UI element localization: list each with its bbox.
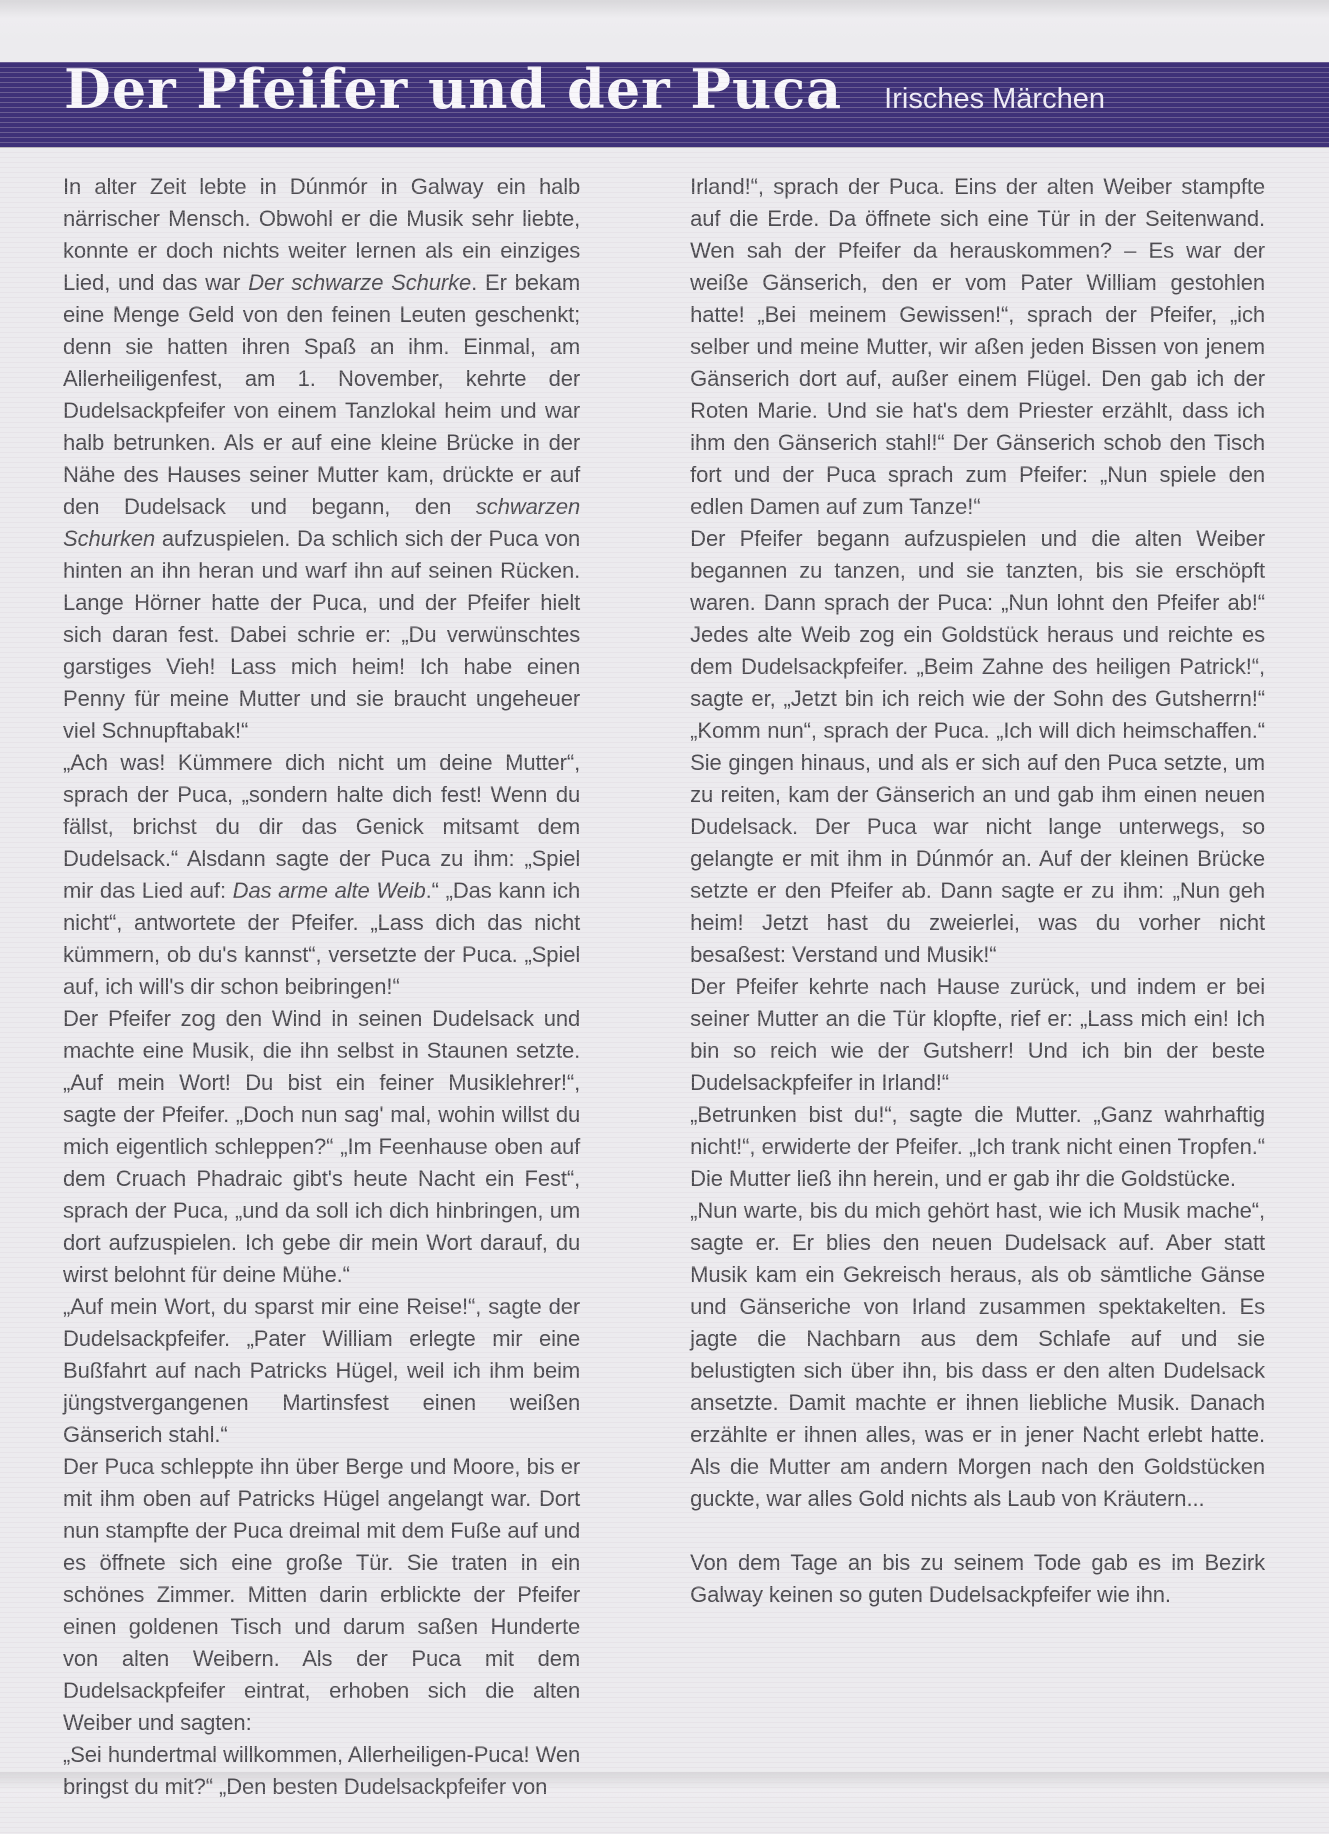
paragraph xyxy=(690,1547,1265,1611)
text-run: In alter Zeit lebte in Dúnmór in Galway ein halb närrischer Mensch. Obwohl er die Musik sehr liebte, konnte er doch nichts weiter lernen als ein einziges Lied, und das war xyxy=(63,174,581,295)
paragraph xyxy=(690,971,1265,1099)
paragraph xyxy=(690,1099,1265,1195)
paragraph xyxy=(63,171,580,747)
paragraph xyxy=(63,1291,580,1451)
page-title: Der Pfeifer und der Puca xyxy=(64,57,843,121)
text-run: „Sei hundertmal willkommen, Allerheiligen-Puca! Wen bringst du mit?“ „Den besten Dudelsackpfeifer von xyxy=(63,1742,581,1799)
paragraph xyxy=(63,1739,580,1803)
text-run: Irland!“, sprach der Puca. Eins der alten Weiber stampfte auf die Erde. Da öffnete sich eine Tür in der Seitenwand. Wen sah der Pfeifer da herauskommen? – Es war der weiße Gänserich, den er vom Pater William gestohlen hatte! „Bei meinem Gewissen!“, sprach der Pfeifer, „ich selber und meine Mutter, wir aßen jeden Bissen von jenem Gänserich dort auf, außer einem Flügel. Den gab ich der Roten Marie. Und sie hat's dem Priester erzählt, dass ich ihm den Gänserich stahl!“ Der Gänserich schob den Tisch fort und der Puca sprach zum Pfeifer: „Nun spiele den edlen Damen auf zum Tanze!“ xyxy=(690,174,1265,519)
text-run: Der Pfeifer kehrte nach Hause zurück, und indem er bei seiner Mutter an die Tür klopfte, rief er: „Lass mich ein! Ich bin so reich wie der Gutsherr! Und ich bin der beste Dudelsackpfeifer in Irland!“ xyxy=(690,974,1265,1095)
italic-text-run: Das arme alte Weib xyxy=(232,878,426,903)
paragraph xyxy=(690,171,1265,523)
scanned-page xyxy=(0,57,1329,1834)
text-run: Der Puca schleppte ihn über Berge und Moore, bis er mit ihm oben auf Patricks Hügel angelangt war. Dort nun stampfte der Puca dreimal mit dem Fuße auf und es öffnete sich eine große Tür. Sie traten in ein schönes Zimmer. Mitten darin erblickte der Pfeifer einen goldenen Tisch und darum saßen Hunderte von alten Weibern. Als der Puca mit dem Dudelsackpfeifer eintrat, erhoben sich die alten Weiber und sagten: xyxy=(63,1454,581,1735)
text-run: aufzuspielen. Da schlich sich der Puca von hinten an ihn heran und warf ihn auf seinen Rücken. Lange Hörner hatte der Puca, und der Pfeifer hielt sich daran fest. Dabei schrie er: „Du verwünschtes garstiges Vieh! Lass mich heim! Ich habe einen Penny für meine Mutter und sie braucht ungeheuer viel Schnupftabak!“ xyxy=(63,526,581,743)
column-left xyxy=(63,171,580,1803)
text-run: . Er bekam eine Menge Geld von den feinen Leuten geschenkt; denn sie hatten ihren Spaß an ihm. Einmal, am Allerheiligenfest, am 1. November, kehrte der Dudelsackpfeifer von einem Tanzlokal heim und war halb betrunken. Als er auf eine kleine Brücke in der Nähe des Hauses seiner Mutter kam, drückte er auf den Dudelsack und begann, den xyxy=(63,270,581,519)
text-run: Der Pfeifer begann aufzuspielen und die alten Weiber begannen zu tanzen, und sie tanzten, bis sie erschöpft waren. Dann sprach der Puca: „Nun lohnt den Pfeifer ab!“ Jedes alte Weib zog ein Goldstück heraus und reichte es dem Dudelsackpfeifer. „Beim Zahne des heiligen Patrick!“, sagte er, „Jetzt bin ich reich wie der Sohn des Gutsherrn!“ „Komm nun“, sprach der Puca. „Ich will dich heimschaffen.“ Sie gingen hinaus, und als er sich auf den Puca setzte, um zu reiten, kam der Gänserich an und gab ihm einen neuen Dudelsack. Der Puca war nicht lange unterwegs, so gelangte er mit ihm in Dúnmór an. Auf der kleinen Brücke setzte er den Pfeifer ab. Dann sagte er zu ihm: „Nun geh heim! Jetzt hast du zweierlei, was du vorher nicht besaßest: Verstand und Musik!“ xyxy=(690,526,1265,967)
italic-text-run: Der schwarze Schurke xyxy=(248,270,472,295)
column-right xyxy=(690,171,1265,1803)
page-subtitle: Irisches Märchen xyxy=(884,83,1105,115)
paragraph xyxy=(690,1195,1265,1515)
paragraph xyxy=(63,1003,580,1291)
paragraph xyxy=(690,523,1265,971)
text-run: „Auf mein Wort, du sparst mir eine Reise!“, sagte der Dudelsackpfeifer. „Pater William erlegte mir eine Bußfahrt auf nach Patricks Hügel, weil ich ihm beim jüngstvergangenen Martinsfest einen weißen Gänserich stahl.“ xyxy=(63,1294,581,1447)
paragraph xyxy=(63,747,580,1003)
header-banner-content xyxy=(64,57,1105,121)
text-run: „Betrunken bist du!“, sagte die Mutter. „Ganz wahrhaftig nicht!“, erwiderte der Pfeifer. „Ich trank nicht einen Tropfen.“ Die Mutter ließ ihn herein, und er gab ihr die Goldstücke. xyxy=(690,1102,1265,1191)
text-run: „Nun warte, bis du mich gehört hast, wie ich Musik mache“, sagte er. Er blies den neuen Dudelsack auf. Aber statt Musik kam ein Gekreisch heraus, als ob sämtliche Gänse und Gänseriche von Irland zusammen spektakelten. Es jagte die Nachbarn aus dem Schlafe auf und sie belustigten sich über ihn, bis dass er den alten Dudelsack ansetzte. Damit machte er ihnen liebliche Musik. Danach erzählte er ihnen alles, was er in jener Nacht erlebt hatte. Als die Mutter am andern Morgen nach den Goldstücken guckte, war alles Gold nichts als Laub von Kräutern... xyxy=(690,1198,1265,1511)
text-run: Von dem Tage an bis zu seinem Tode gab es im Bezirk Galway keinen so guten Dudelsackpfeifer wie ihn. xyxy=(690,1550,1265,1607)
italic-text-run: schwarzen Schurken xyxy=(63,494,581,551)
article xyxy=(0,147,1329,1803)
header-banner xyxy=(0,57,1329,147)
text-run: Der Pfeifer zog den Wind in seinen Dudelsack und machte eine Musik, die ihn selbst in Staunen setzte. „Auf mein Wort! Du bist ein feiner Musiklehrer!“, sagte der Pfeifer. „Doch nun sag' mal, wohin willst du mich eigentlich schleppen?“ „Im Feenhause oben auf dem Cruach Phadraic gibt's heute Nacht ein Fest“, sprach der Puca, „und da soll ich dich hinbringen, um dort aufzuspielen. Ich gebe dir mein Wort darauf, du wirst belohnt für deine Mühe.“ xyxy=(63,1006,581,1287)
paragraph xyxy=(63,1451,580,1739)
text-run: „Ach was! Kümmere dich nicht um deine Mutter“, sprach der Puca, „sondern halte dich fest! Wenn du fällst, brichst du dir das Genick mitsamt dem Dudelsack.“ Alsdann sagte der Puca zu ihm: „Spiel mir das Lied auf: xyxy=(63,750,581,903)
text-run: .“ „Das kann ich nicht“, antwortete der Pfeifer. „Lass dich das nicht kümmern, ob du's kannst“, versetzte der Puca. „Spiel auf, ich will's dir schon beibringen!“ xyxy=(63,878,581,999)
